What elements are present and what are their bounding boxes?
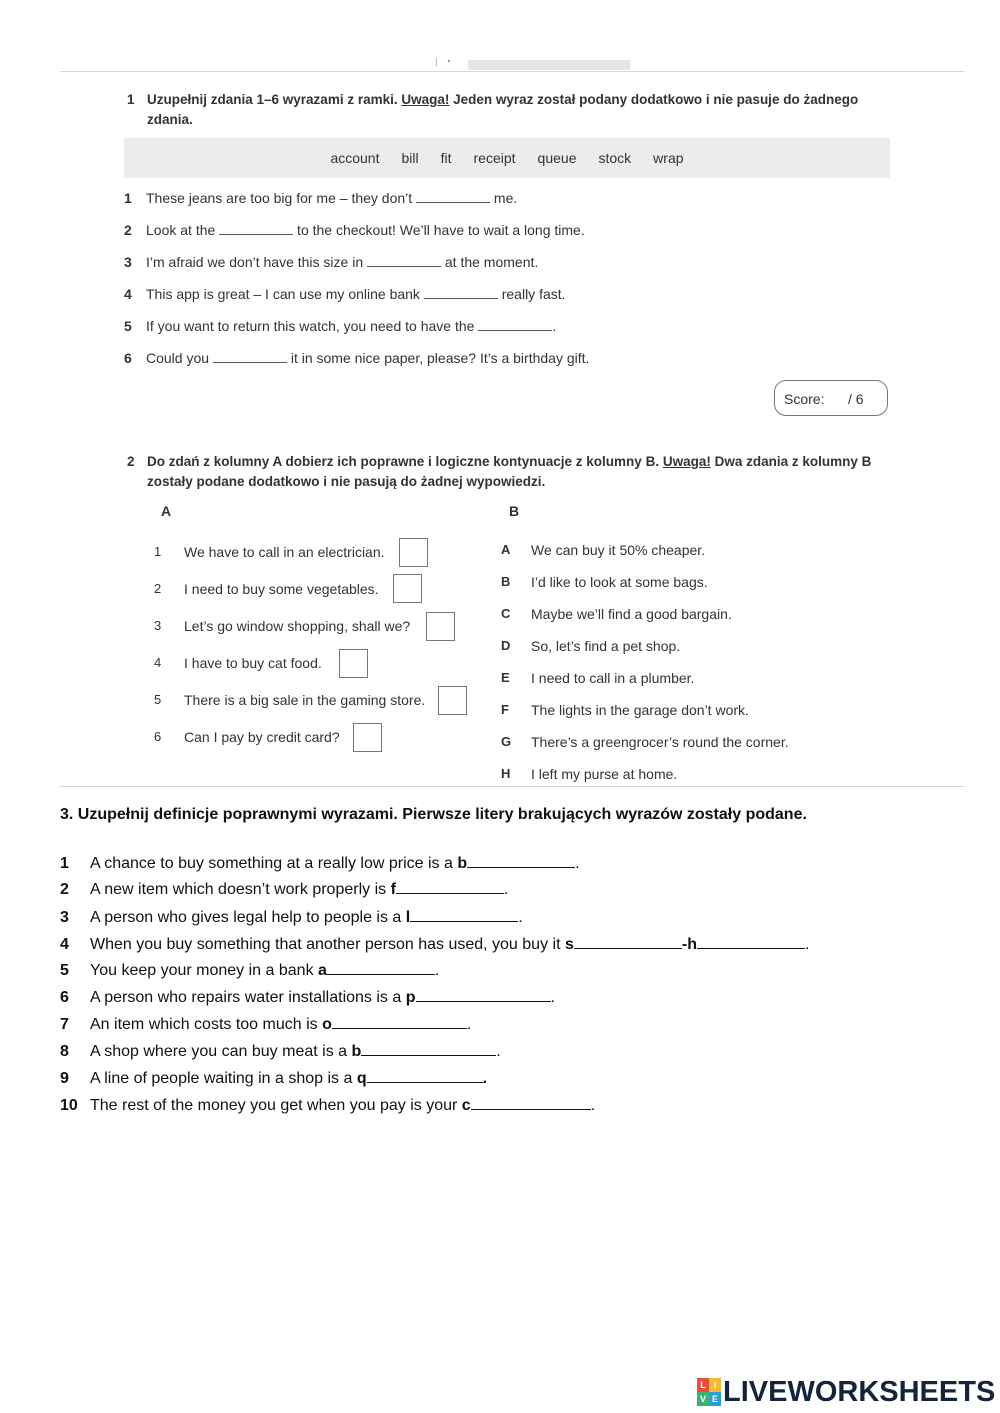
answer-blank[interactable] xyxy=(416,189,490,203)
exercise2-warning: Uwaga! xyxy=(662,454,711,469)
answer-blank[interactable] xyxy=(574,932,682,949)
column-b-header: B xyxy=(509,503,520,519)
score-value: / 6 xyxy=(848,391,864,407)
exercise2-number: 2 xyxy=(127,454,135,469)
answer-blank[interactable] xyxy=(697,932,805,949)
exercise1-number: 1 xyxy=(127,92,135,107)
answer-blank[interactable] xyxy=(416,985,551,1002)
word-box-item: bill xyxy=(401,150,419,166)
answer-blank[interactable] xyxy=(424,285,498,299)
word-box-item: account xyxy=(330,150,380,166)
answer-blank[interactable] xyxy=(332,1012,467,1029)
definition-item: 7 An item which costs too much is o . xyxy=(60,1012,471,1036)
answer-blank[interactable] xyxy=(367,1066,483,1083)
exercise1-warning: Uwaga! xyxy=(401,92,450,107)
answer-box[interactable] xyxy=(353,723,382,752)
answer-box[interactable] xyxy=(339,649,368,678)
answer-blank[interactable] xyxy=(213,349,287,363)
answer-blank[interactable] xyxy=(367,253,441,267)
exercise2-instruction-text: Do zdań z kolumny A dobierz ich poprawne i logiczne kontynuacje z kolumny B. Uwaga! Dwa zdania z kolumny B zostały podane dodatkowo i nie pasują do żadnej wypowiedzi. xyxy=(147,454,872,489)
answer-box[interactable] xyxy=(438,686,467,715)
word-box-item: wrap xyxy=(653,150,684,166)
answer-blank[interactable] xyxy=(361,1039,496,1056)
word-box-item: fit xyxy=(440,150,452,166)
answer-box[interactable] xyxy=(393,574,422,603)
answer-blank[interactable] xyxy=(396,877,504,894)
word-box-item: stock xyxy=(598,150,632,166)
liveworksheets-logo-text: LIVEWORKSHEETS xyxy=(723,1375,996,1408)
header-dot-mark xyxy=(448,60,450,62)
header-tick-mark xyxy=(436,58,437,66)
liveworksheets-logo-icon: L i V E xyxy=(697,1378,721,1406)
definition-item: 8 A shop where you can buy meat is a b . xyxy=(60,1039,501,1063)
answer-blank[interactable] xyxy=(471,1093,591,1110)
score-box xyxy=(774,380,888,416)
word-box-item: receipt xyxy=(473,150,516,166)
liveworksheets-logo xyxy=(697,1376,995,1408)
section-divider xyxy=(60,786,965,787)
exercise1-instruction-text: Uzupełnij zdania 1–6 wyrazami z ramki. Uwaga! Jeden wyraz został podany dodatkowo i nie pasuje do żadnego zdania. xyxy=(147,92,859,127)
header-scan-bar xyxy=(468,60,630,70)
answer-blank[interactable] xyxy=(327,958,435,975)
answer-blank[interactable] xyxy=(410,905,518,922)
answer-blank[interactable] xyxy=(219,221,293,235)
definition-item: 5 You keep your money in a bank a . xyxy=(60,958,439,982)
definition-item: 10 The rest of the money you get when you pay is your c . xyxy=(60,1093,595,1117)
top-divider xyxy=(60,71,965,72)
definition-item: 4 When you buy something that another person has used, you buy it s -h . xyxy=(60,932,809,956)
column-a-header: A xyxy=(161,503,172,519)
definition-item: 6 A person who repairs water installations is a p . xyxy=(60,985,555,1009)
definition-item: 1 A chance to buy something at a really low price is a b . xyxy=(60,851,580,875)
answer-blank[interactable] xyxy=(478,317,552,331)
answer-box[interactable] xyxy=(399,538,428,567)
definition-item: 9 A line of people waiting in a shop is a q . xyxy=(60,1066,487,1090)
word-box xyxy=(124,138,890,178)
answer-blank[interactable] xyxy=(467,851,575,868)
answer-box[interactable] xyxy=(426,612,455,641)
word-box-item: queue xyxy=(537,150,577,166)
score-label: Score: xyxy=(784,391,825,407)
exercise3-title: 3. Uzupełnij definicje poprawnymi wyrazami. Pierwsze litery brakujących wyrazów zostały podane. xyxy=(60,806,807,823)
definition-item: 3 A person who gives legal help to people is a l . xyxy=(60,905,523,929)
definition-item: 2 A new item which doesn’t work properly is f . xyxy=(60,877,508,901)
